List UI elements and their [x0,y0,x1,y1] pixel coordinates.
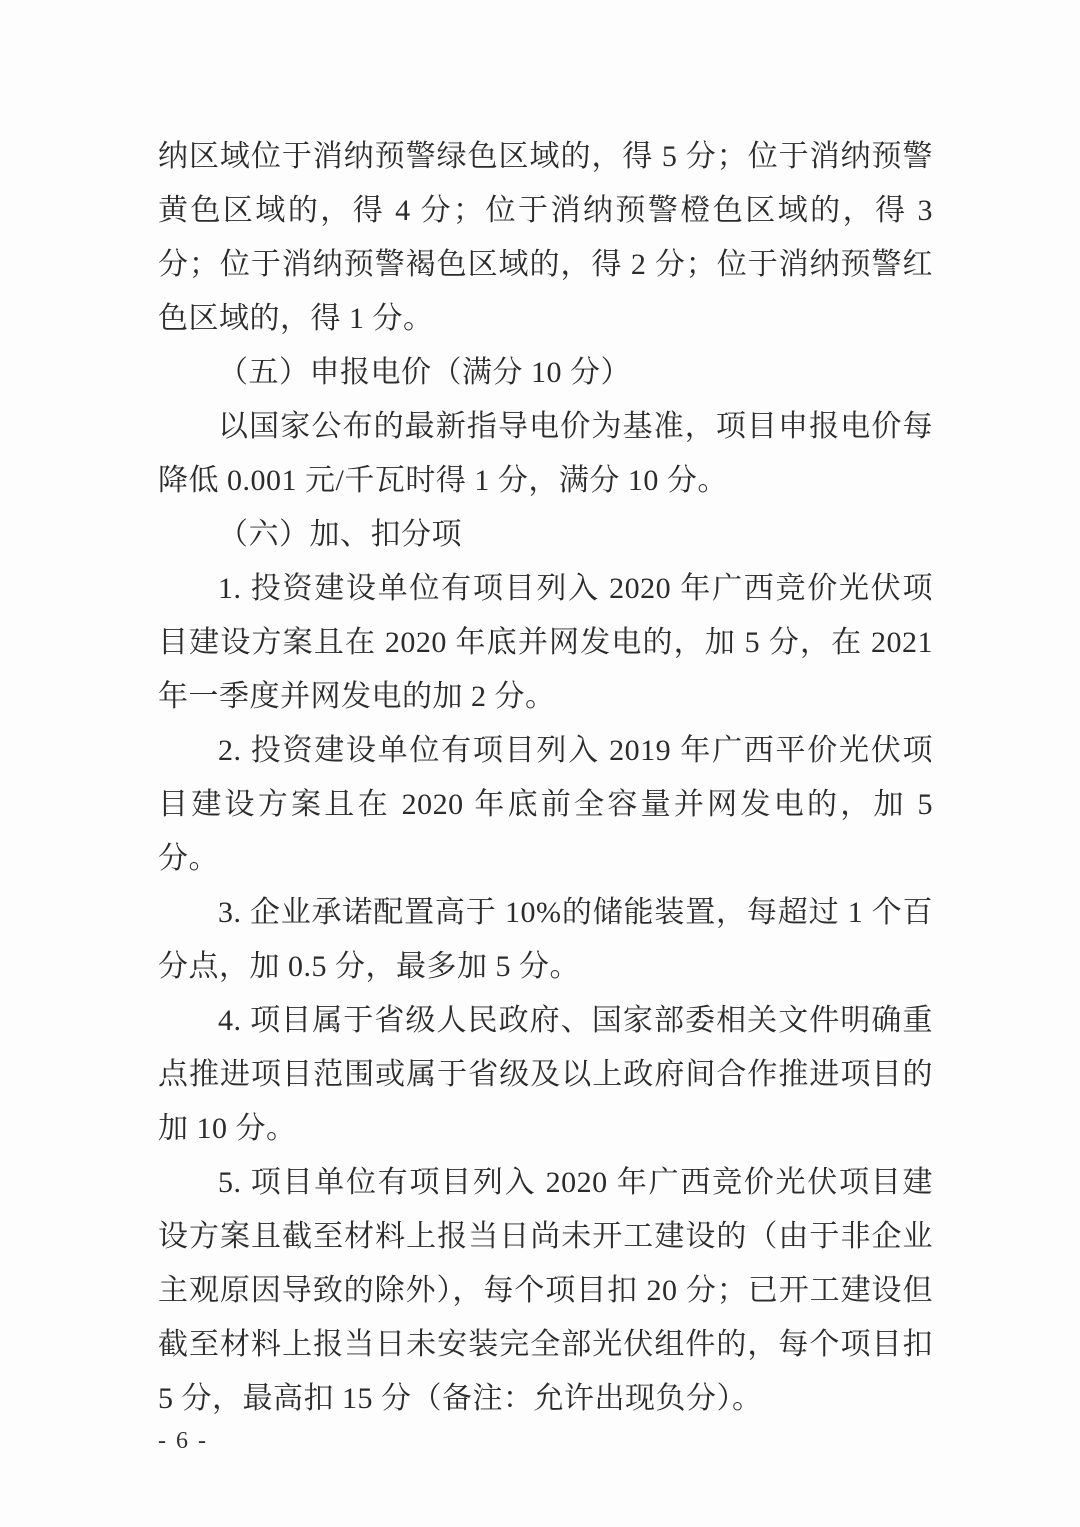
section-6-heading: （六）加、扣分项 [218,518,462,551]
section-6-item-1: 1. 投资建设单位有项目列入 2020 年广西竞价光伏项目建设方案且在 2020 年底并网发电的，加 5 分，在 2021 年一季度并网发电的加 2 分。 [158,572,933,713]
section-6-item-3: 3. 企业承诺配置高于 10%的储能装置，每超过 1 个百分点，加 0.5 分，最多加 5 分。 [158,896,933,983]
section-6-item-2: 2. 投资建设单位有项目列入 2019 年广西平价光伏项目建设方案且在 2020 年底前全容量并网发电的，加 5 分。 [158,734,933,875]
section-6-item-4: 4. 项目属于省级人民政府、国家部委相关文件明确重点推进项目范围或属于省级及以上政府间合作推进项目的加 10 分。 [158,1004,933,1145]
page-footer [158,1428,208,1455]
page-number: - 6 - [158,1428,208,1454]
paragraph-consumption-warning-scores: 纳区域位于消纳预警绿色区域的，得 5 分；位于消纳预警黄色区域的，得 4 分；位于消纳预警橙色区域的，得 3 分；位于消纳预警褐色区域的，得 2 分；位于消纳预警红色区域的，得 1 分。 [158,140,933,335]
section-5-heading: （五）申报电价（满分 10 分） [218,356,631,389]
section-6-item-5: 5. 项目单位有项目列入 2020 年广西竞价光伏项目建设方案且截至材料上报当日尚未开工建设的（由于非企业主观原因导致的除外），每个项目扣 20 分；已开工建设但截至材料上报当日未安装完全部光伏组件的，每个项目扣 5 分，最高扣 15 分（备注：允许出现负分）。 [158,1166,933,1415]
section-5-paragraph: 以国家公布的最新指导电价为基准，项目申报电价每降低 0.001 元/千瓦时得 1 分，满分 10 分。 [158,410,933,497]
